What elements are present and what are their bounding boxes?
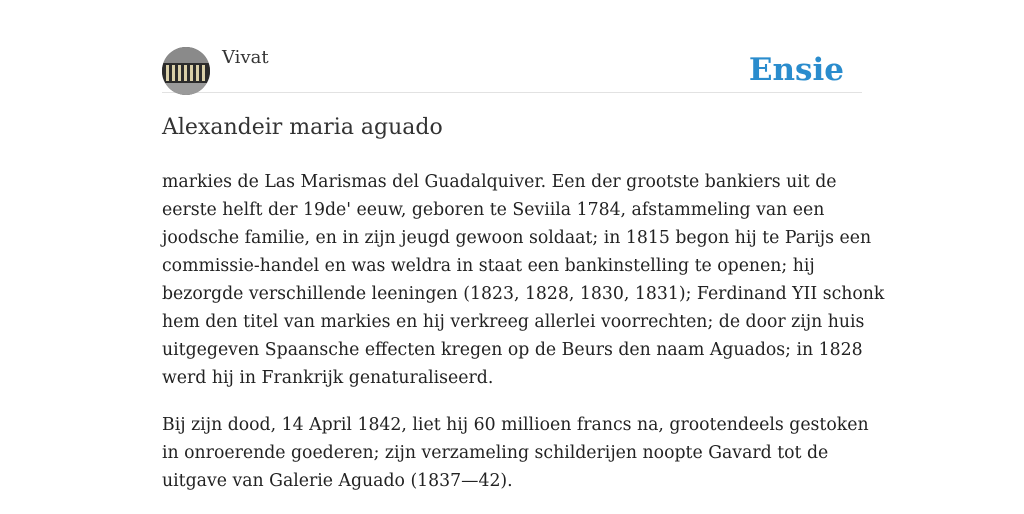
text-line: uitgegeven Spaansche effecten kregen op de Beurs den naam Aguados; in 1828 <box>162 340 863 360</box>
author-name[interactable]: Vivat <box>222 47 269 68</box>
paragraph-1 <box>162 168 885 392</box>
text-line: Bij zijn dood, 14 April 1842, liet hij 60 millioen francs na, grootendeels gestoken <box>162 415 869 435</box>
text-line: markies de Las Marismas del Guadalquiver. Een der grootste bankiers uit de <box>162 172 837 192</box>
article-title: Alexandeir maria aguado <box>162 115 443 140</box>
paragraph-2 <box>162 411 869 495</box>
text-line: eerste helft der 19de' eeuw, geboren te Seviila 1784, afstammeling van een <box>162 200 825 220</box>
article-body <box>162 168 885 514</box>
avatar-image <box>162 47 210 95</box>
text-line: bezorgde verschillende leeningen (1823, 1828, 1830, 1831); Ferdinand YII schonk <box>162 284 885 304</box>
text-line: hem den titel van markies en hij verkreeg allerlei voorrechten; de door zijn huis <box>162 312 865 332</box>
author-avatar[interactable] <box>162 47 210 95</box>
brand-logo[interactable]: Ensie <box>748 52 844 88</box>
text-line: commissie-handel en was weldra in staat een bankinstelling te openen; hij <box>162 256 815 276</box>
site-header <box>162 44 862 93</box>
text-line: joodsche familie, en in zijn jeugd gewoon soldaat; in 1815 begon hij te Parijs een <box>162 228 872 248</box>
text-line: uitgave van Galerie Aguado (1837—42). <box>162 471 513 491</box>
text-line: in onroerende goederen; zijn verzameling schilderijen noopte Gavard tot de <box>162 443 829 463</box>
text-line: werd hij in Frankrijk genaturaliseerd. <box>162 368 494 388</box>
